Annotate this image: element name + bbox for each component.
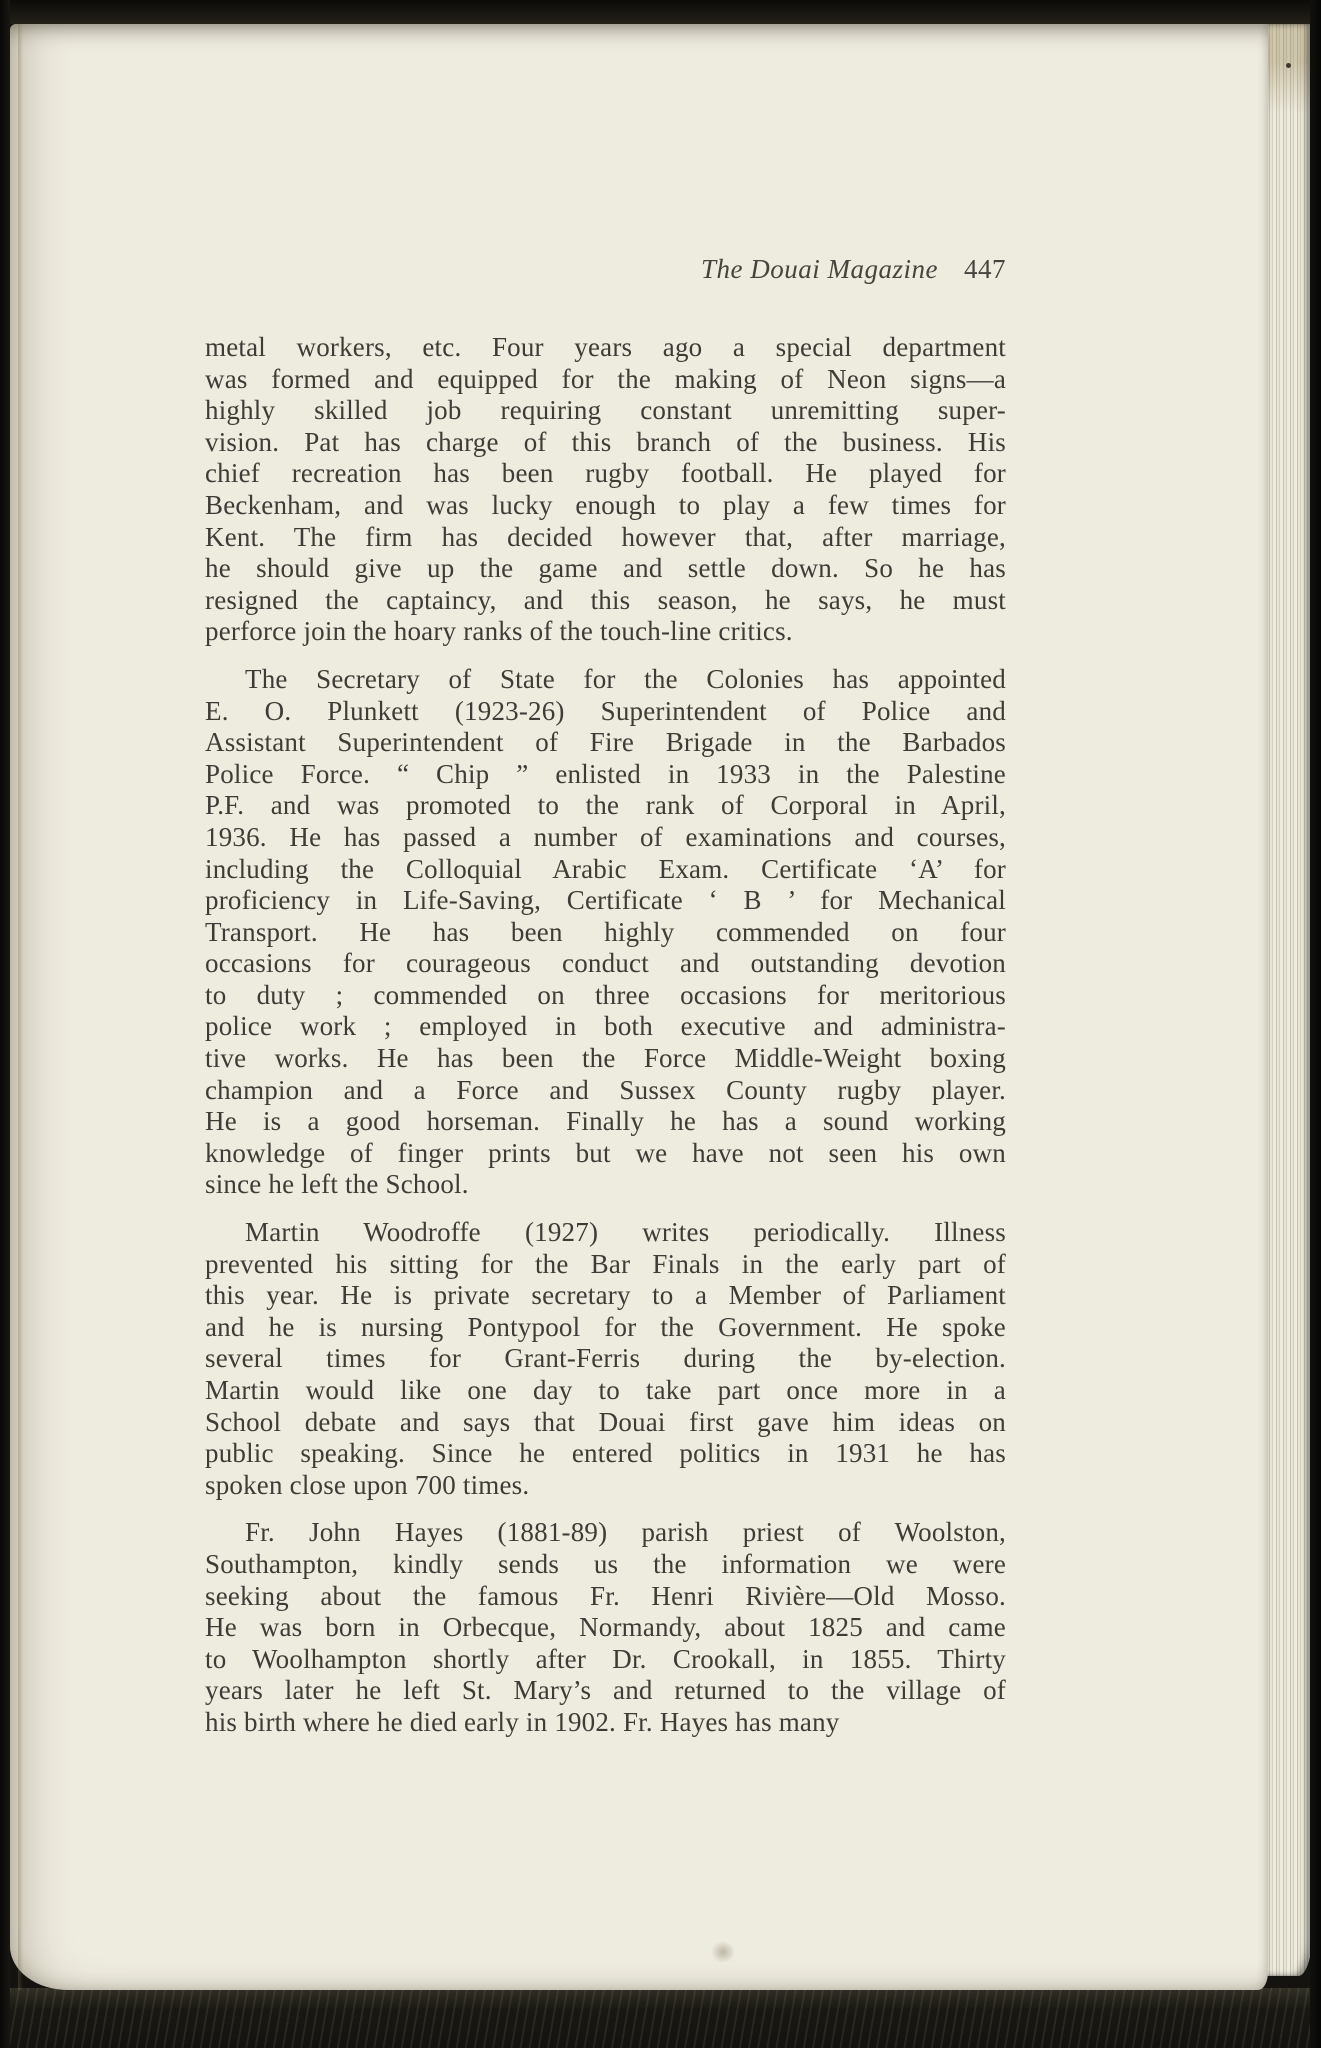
text-line: years later he left St. Mary’s and returned to the village of xyxy=(205,1675,1006,1706)
text-line: occasions for courageous conduct and outstanding devotion xyxy=(205,948,1006,979)
text-line: several times for Grant-Ferris during the by-election. xyxy=(205,1343,1006,1374)
text-line: Martin would like one day to take part once more in a xyxy=(205,1375,1006,1405)
text-line: Southampton, kindly sends us the information we were xyxy=(205,1548,1006,1579)
text-line: metal workers, etc. Four years ago a special department xyxy=(205,332,1006,362)
text-line: tive works. He has been the Force Middle-Weight boxing xyxy=(205,1043,1006,1074)
book-cover-bottom xyxy=(0,1988,1321,2048)
text-column-paragraphs xyxy=(205,332,1006,1739)
text-line: He was born in Orbecque, Normandy, about 1825 and came xyxy=(205,1612,1006,1643)
text-line: including the Colloquial Arabic Exam. Certificate ‘A’ for xyxy=(205,853,1006,884)
book-cover-left xyxy=(0,0,10,2048)
text-line: resigned the captaincy, and this season, he says, he must xyxy=(205,584,1006,615)
book-cover-right xyxy=(1310,0,1321,2048)
text-line: The Secretary of State for the Colonies has appointed xyxy=(245,663,1006,694)
text-line: Kent. The firm has decided however that, after marriage, xyxy=(205,521,1006,552)
text-line: P.F. and was promoted to the rank of Corporal in April, xyxy=(205,790,1006,821)
text-line: police work ; employed in both executive and administra- xyxy=(205,1011,1006,1042)
text-line: since he left the School. xyxy=(205,1169,469,1200)
paragraph xyxy=(205,664,1006,1201)
text-line: spoken close upon 700 times. xyxy=(205,1469,530,1500)
page-number: 447 xyxy=(964,254,1006,284)
text-line: this year. He is private secretary to a Member of Parliament xyxy=(205,1280,1006,1311)
text-line: and he is nursing Pontypool for the Government. He spoke xyxy=(205,1311,1006,1342)
book-cover-top xyxy=(0,0,1321,24)
running-head-title: The Douai Magazine xyxy=(701,254,938,284)
text-line: School debate and says that Douai first gave him ideas on xyxy=(205,1406,1006,1437)
paper-speck xyxy=(1286,63,1291,68)
paragraph xyxy=(205,1217,1006,1501)
text-line: He is a good horseman. Finally he has a sound working xyxy=(205,1106,1006,1137)
text-line: Police Force. “ Chip ” enlisted in 1933 in the Palestine xyxy=(205,758,1006,789)
text-column xyxy=(205,254,1006,1755)
text-line: highly skilled job requiring constant unremitting super- xyxy=(205,395,1006,426)
text-line: champion and a Force and Sussex County rugby player. xyxy=(205,1074,1006,1105)
text-line: knowledge of finger prints but we have not seen his own xyxy=(205,1137,1006,1168)
text-line: proficiency in Life-Saving, Certificate ‘ B ’ for Mechanical xyxy=(205,885,1006,916)
text-line: his birth where he died early in 1902. Fr. Hayes has many xyxy=(205,1706,840,1737)
paragraph xyxy=(205,1517,1006,1738)
paper-smudge xyxy=(710,1940,736,1964)
text-line: Assistant Superintendent of Fire Brigade in the Barbados xyxy=(205,727,1006,758)
book-page xyxy=(10,24,1268,1990)
text-line: public speaking. Since he entered politics in 1931 he has xyxy=(205,1438,1006,1469)
text-line: 1936. He has passed a number of examinations and courses, xyxy=(205,821,1006,852)
text-line: he should give up the game and settle down. So he has xyxy=(205,553,1006,584)
page-fore-edge-stack xyxy=(1266,24,1312,1976)
text-line: prevented his sitting for the Bar Finals in the early part of xyxy=(205,1248,1006,1279)
running-head xyxy=(205,254,1006,288)
text-line: Transport. He has been highly commended on four xyxy=(205,916,1006,947)
text-line: to duty ; commended on three occasions for meritorious xyxy=(205,979,1006,1010)
text-line: Martin Woodroffe (1927) writes periodically. Illness xyxy=(245,1217,1006,1248)
text-line: perforce join the hoary ranks of the touch-line critics. xyxy=(205,616,793,647)
text-line: vision. Pat has charge of this branch of the business. His xyxy=(205,426,1006,457)
text-line: to Woolhampton shortly after Dr. Crookall, in 1855. Thirty xyxy=(205,1643,1006,1674)
text-line: Beckenham, and was lucky enough to play a few times for xyxy=(205,489,1006,520)
gutter-crease xyxy=(18,24,23,1990)
text-line: seeking about the famous Fr. Henri Rivière—Old Mosso. xyxy=(205,1580,1006,1611)
text-line: Fr. John Hayes (1881-89) parish priest of Woolston, xyxy=(245,1517,1006,1548)
text-line: was formed and equipped for the making of Neon signs—a xyxy=(205,363,1006,394)
text-line: E. O. Plunkett (1923-26) Superintendent of Police and xyxy=(205,695,1006,726)
text-line: chief recreation has been rugby football. He played for xyxy=(205,458,1006,489)
paragraph xyxy=(205,332,1006,648)
